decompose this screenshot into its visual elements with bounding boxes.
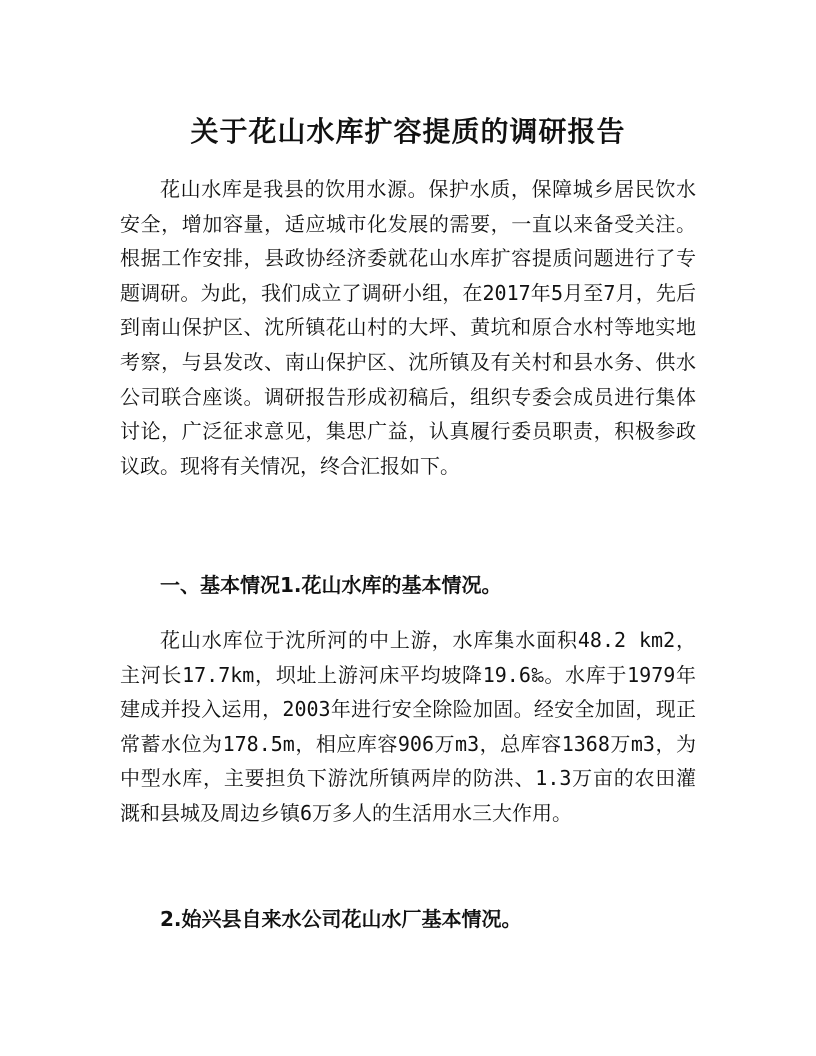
intro-paragraph: 花山水库是我县的饮用水源。保护水质，保障城乡居民饮水安全，增加容量，适应城市化发展的需要，一直以来备受关注。根据工作安排，县政协经济委就花山水库扩容提质问题进行了专题调研。为此，我们成立了调研小组，在2017年5月至7月，先后到南山保护区、沈所镇花山村的大坪、黄坑和原合水村等地实地考察，与县发改、南山保护区、沈所镇及有关村和县水务、供水公司联合座谈。调研报告形成初稿后，组织专委会成员进行集体讨论，广泛征求意见，集思广益，认真履行委员职责，积极参政议政。现将有关情况，终合汇报如下。 — [120, 177, 696, 478]
section-heading-basic-info: 一、基本情况1.花山水库的基本情况。 — [160, 573, 502, 597]
section-heading-water-plant: 2.始兴县自来水公司花山水厂基本情况。 — [160, 907, 522, 931]
reservoir-info-paragraph: 花山水库位于沈所河的中上游，水库集水面积48.2 km2，主河长17.7km，坝址上游河床平均坡降19.6‰。水库于1979年建成并投入运用，2003年进行安全除险加固。经安全加固，现正常蓄水位为178.5m，相应库容906万m3，总库容1368万m3，为中型水库，主要担负下游沈所镇两岸的防洪、1.3万亩的农田灌溉和县城及周边乡镇6万多人的生活用水三大作用。 — [120, 628, 696, 825]
document-title: 关于花山水库扩容提质的调研报告 — [190, 115, 626, 148]
